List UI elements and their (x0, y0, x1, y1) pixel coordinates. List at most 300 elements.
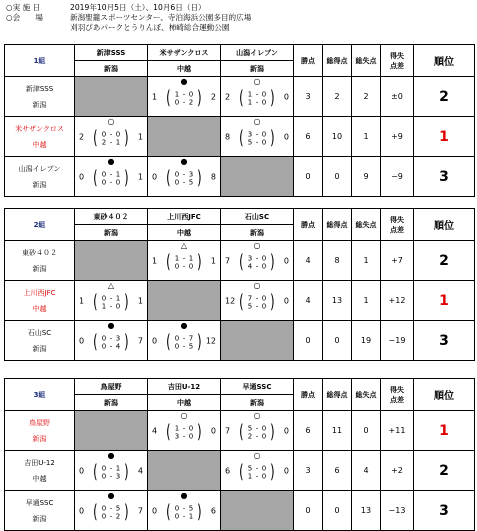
half-scores: ( 0 - 1 0 - 3 ) (93, 460, 129, 483)
rank-value: 3 (414, 157, 475, 197)
match-result-cell (221, 411, 294, 451)
row-team-region: 新潟 (32, 100, 47, 109)
group-table (4, 378, 475, 531)
half-scores: ( 0 - 7 0 - 5 ) (166, 330, 202, 353)
rank-value: 2 (414, 77, 475, 117)
first-half-for: 0 (101, 130, 107, 139)
goals-for-value: 10 (323, 117, 352, 157)
row-team (5, 157, 75, 197)
second-half-against: 2 (188, 98, 194, 107)
goal-diff-header-line1: 得失 (390, 51, 404, 60)
goals-against-header: 総失点 (352, 45, 381, 77)
second-half-against: 0 (261, 98, 267, 107)
first-half-against: 1 (115, 170, 121, 179)
row-team-name: 早通SSC (25, 498, 54, 507)
score-against: 7 (137, 336, 143, 345)
score-against: 1 (137, 172, 143, 181)
second-half-for: 2 (247, 432, 253, 441)
second-half-for: 0 (174, 178, 180, 187)
team-row (5, 117, 475, 157)
row-team-name: 東砂４０２ (22, 248, 57, 257)
self-match-cell (148, 451, 221, 491)
score-for: 8 (225, 132, 231, 141)
match-result-cell (75, 451, 148, 491)
result-mark: ● (107, 491, 115, 500)
points-value: 0 (294, 491, 323, 531)
row-team-region: 新潟 (32, 434, 47, 443)
second-half-against: 0 (115, 178, 121, 187)
score-for: 0 (79, 336, 85, 345)
goal-diff-header (381, 379, 414, 411)
score-for: 1 (152, 92, 158, 101)
second-half-against: 5 (188, 342, 194, 351)
score-against: 1 (210, 256, 216, 265)
rank-header: 順位 (414, 45, 475, 77)
self-match-cell (221, 157, 294, 197)
first-half-for: 0 (174, 504, 180, 513)
second-half-against: 0 (261, 302, 267, 311)
first-half-for: 0 (101, 464, 107, 473)
second-half-against: 0 (261, 432, 267, 441)
goals-for-header: 総得点 (323, 379, 352, 411)
result-mark: ○ (107, 117, 115, 126)
second-half-against: 0 (188, 262, 194, 271)
score-for: 2 (225, 92, 231, 101)
goals-for-value: 2 (323, 77, 352, 117)
score-against: 0 (283, 466, 289, 475)
result-mark: ○ (253, 241, 261, 250)
group-table (4, 208, 475, 361)
column-team-name: 上川西JFC (148, 209, 221, 225)
points-value: 4 (294, 281, 323, 321)
column-team-region: 新潟 (221, 61, 294, 77)
second-half-against: 1 (188, 512, 194, 521)
goal-diff-header-line1: 得失 (390, 215, 404, 224)
goals-against-header: 総失点 (352, 379, 381, 411)
first-half-for: 1 (174, 90, 180, 99)
result-mark: ● (180, 491, 188, 500)
row-team (5, 77, 75, 117)
venue-line-2 (6, 23, 229, 32)
row-team (5, 411, 75, 451)
points-value: 0 (294, 157, 323, 197)
goals-for-value: 0 (323, 491, 352, 531)
self-match-cell (75, 411, 148, 451)
rank-value: 3 (414, 491, 475, 531)
half-scores: ( 0 - 1 1 - 0 ) (93, 290, 129, 313)
score-against: 4 (137, 466, 143, 475)
rank-value: 3 (414, 321, 475, 361)
half-scores: ( 0 - 1 0 - 0 ) (93, 166, 129, 189)
first-half-against: 0 (261, 254, 267, 263)
row-team-name: 石山SC (27, 328, 52, 337)
result-mark: ● (107, 321, 115, 330)
team-row (5, 411, 475, 451)
column-team-name: 鳥屋野 (75, 379, 148, 395)
first-half-against: 5 (115, 504, 121, 513)
points-value: 3 (294, 451, 323, 491)
half-scores: ( 0 - 3 0 - 4 ) (93, 330, 129, 353)
goals-for-value: 0 (323, 157, 352, 197)
score-for: 0 (152, 172, 158, 181)
second-half-against: 1 (115, 138, 121, 147)
venue-label: ○会 場 (6, 13, 44, 22)
goal-diff-value: ±0 (381, 77, 414, 117)
column-team-name: 米サザンクロス (148, 45, 221, 61)
goals-against-value: 1 (352, 241, 381, 281)
first-half-for: 0 (101, 170, 107, 179)
goal-diff-value: +9 (381, 117, 414, 157)
score-for: 0 (79, 506, 85, 515)
first-half-for: 1 (174, 254, 180, 263)
first-half-for: 1 (174, 424, 180, 433)
first-half-against: 0 (261, 464, 267, 473)
match-result-cell (221, 117, 294, 157)
first-half-against: 1 (115, 294, 121, 303)
score-against: 1 (137, 132, 143, 141)
first-half-against: 0 (261, 294, 267, 303)
half-scores: ( 1 - 0 0 - 2 ) (166, 86, 202, 109)
first-half-for: 5 (247, 424, 253, 433)
rank-value: 1 (414, 281, 475, 321)
result-mark: ○ (253, 411, 261, 420)
row-team (5, 241, 75, 281)
row-team-region: 新潟 (32, 344, 47, 353)
column-team-region: 中越 (148, 61, 221, 77)
goals-against-value: 1 (352, 281, 381, 321)
half-scores: ( 0 - 0 2 - 1 ) (93, 126, 129, 149)
first-half-against: 1 (188, 254, 194, 263)
match-result-cell (221, 77, 294, 117)
second-half-for: 0 (174, 512, 180, 521)
second-half-for: 0 (101, 472, 107, 481)
goal-diff-value: +7 (381, 241, 414, 281)
goals-for-header: 総得点 (323, 45, 352, 77)
goals-for-value: 11 (323, 411, 352, 451)
goals-against-value: 1 (352, 117, 381, 157)
goal-diff-header-line2: 点差 (390, 61, 404, 70)
second-half-for: 2 (101, 138, 107, 147)
match-result-cell (221, 241, 294, 281)
second-half-against: 0 (115, 302, 121, 311)
row-team-region: 新潟 (32, 264, 47, 273)
goals-for-value: 6 (323, 451, 352, 491)
date-label: ○実 施 日 (6, 3, 41, 12)
row-team-region: 新潟 (32, 514, 47, 523)
column-team-region: 中越 (148, 395, 221, 411)
second-half-for: 1 (247, 472, 253, 481)
second-half-for: 0 (174, 262, 180, 271)
first-half-for: 3 (247, 254, 253, 263)
first-half-against: 3 (188, 170, 194, 179)
column-team-region: 新潟 (221, 395, 294, 411)
self-match-cell (75, 77, 148, 117)
venue-value-2: 刈羽ぴあパークとうりんぼ、柿崎総合運動公園 (70, 23, 230, 32)
half-scores: ( 1 - 1 0 - 0 ) (166, 250, 202, 273)
group-table (4, 44, 475, 197)
column-team-name: 早通SSC (221, 379, 294, 395)
rank-header: 順位 (414, 209, 475, 241)
column-team-name: 新津SSS (75, 45, 148, 61)
row-team-region: 新潟 (32, 180, 47, 189)
second-half-against: 5 (188, 178, 194, 187)
points-value: 0 (294, 321, 323, 361)
second-half-for: 1 (101, 302, 107, 311)
row-team-name: 上川西JFC (23, 288, 56, 297)
goal-diff-value: +11 (381, 411, 414, 451)
row-team (5, 451, 75, 491)
goal-diff-header-line2: 点差 (390, 395, 404, 404)
score-for: 7 (225, 256, 231, 265)
venue-line (6, 13, 251, 22)
goal-diff-header (381, 209, 414, 241)
score-against: 8 (210, 172, 216, 181)
team-row (5, 77, 475, 117)
second-half-for: 5 (247, 138, 253, 147)
row-team-region: 中越 (32, 304, 47, 313)
second-half-for: 5 (247, 302, 253, 311)
goals-against-value: 2 (352, 77, 381, 117)
score-against: 12 (205, 336, 216, 345)
match-result-cell (148, 241, 221, 281)
self-match-cell (148, 281, 221, 321)
goals-against-value: 9 (352, 157, 381, 197)
goal-diff-value: +12 (381, 281, 414, 321)
goals-for-header: 総得点 (323, 209, 352, 241)
result-mark: ● (107, 451, 115, 460)
score-against: 0 (283, 256, 289, 265)
score-against: 6 (210, 506, 216, 515)
first-half-against: 0 (188, 90, 194, 99)
half-scores: ( 1 - 0 1 - 0 ) (239, 86, 275, 109)
row-team-name: 米サザンクロス (15, 124, 64, 133)
half-scores: ( 0 - 5 0 - 1 ) (166, 500, 202, 523)
row-team-region: 中越 (32, 474, 47, 483)
row-team-region: 中越 (32, 140, 47, 149)
first-half-for: 7 (247, 294, 253, 303)
row-team-name: 山潟イレブン (18, 164, 61, 173)
score-for: 0 (79, 466, 85, 475)
goals-against-value: 19 (352, 321, 381, 361)
result-mark: △ (107, 281, 115, 290)
first-half-against: 0 (261, 130, 267, 139)
score-against: 0 (283, 132, 289, 141)
result-mark: ● (180, 157, 188, 166)
second-half-for: 0 (174, 98, 180, 107)
points-value: 6 (294, 411, 323, 451)
goal-diff-value: −19 (381, 321, 414, 361)
row-team-name: 鳥屋野 (29, 418, 50, 427)
result-mark: △ (180, 241, 188, 250)
goal-diff-header-line2: 点差 (390, 225, 404, 234)
row-team (5, 281, 75, 321)
goals-against-header: 総失点 (352, 209, 381, 241)
half-scores: ( 7 - 0 5 - 0 ) (239, 290, 275, 313)
first-half-against: 0 (115, 130, 121, 139)
second-half-against: 4 (115, 342, 121, 351)
result-mark: ● (180, 321, 188, 330)
half-scores: ( 0 - 3 0 - 5 ) (166, 166, 202, 189)
goals-for-value: 8 (323, 241, 352, 281)
group-name: 1組 (5, 45, 75, 77)
group-name: 3組 (5, 379, 75, 411)
second-half-against: 0 (261, 138, 267, 147)
match-result-cell (75, 281, 148, 321)
points-value: 6 (294, 117, 323, 157)
second-half-for: 3 (174, 432, 180, 441)
team-row (5, 451, 475, 491)
goals-against-value: 13 (352, 491, 381, 531)
score-for: 4 (152, 426, 158, 435)
goals-against-value: 0 (352, 411, 381, 451)
score-against: 2 (210, 92, 216, 101)
match-result-cell (221, 281, 294, 321)
rank-value: 1 (414, 411, 475, 451)
first-half-for: 0 (101, 504, 107, 513)
match-result-cell (148, 157, 221, 197)
match-result-cell (148, 77, 221, 117)
first-half-against: 5 (188, 504, 194, 513)
team-row (5, 321, 475, 361)
result-mark: ○ (180, 411, 188, 420)
rank-header: 順位 (414, 379, 475, 411)
score-for: 7 (225, 426, 231, 435)
first-half-against: 0 (188, 424, 194, 433)
first-half-against: 7 (188, 334, 194, 343)
score-for: 0 (79, 172, 85, 181)
column-team-name: 石山SC (221, 209, 294, 225)
second-half-for: 4 (247, 262, 253, 271)
column-team-region: 新潟 (75, 225, 148, 241)
second-half-for: 1 (247, 98, 253, 107)
first-half-against: 0 (261, 424, 267, 433)
half-scores: ( 5 - 0 1 - 0 ) (239, 460, 275, 483)
score-against: 0 (283, 426, 289, 435)
goal-diff-header (381, 45, 414, 77)
first-half-against: 0 (261, 90, 267, 99)
points-header: 勝点 (294, 209, 323, 241)
column-team-name: 吉田U-12 (148, 379, 221, 395)
match-result-cell (221, 451, 294, 491)
score-for: 2 (79, 132, 85, 141)
goal-diff-value: +2 (381, 451, 414, 491)
rank-value: 2 (414, 241, 475, 281)
second-half-for: 0 (101, 342, 107, 351)
result-mark: ○ (253, 77, 261, 86)
goal-diff-value: −13 (381, 491, 414, 531)
goal-diff-header-line1: 得失 (390, 385, 404, 394)
goals-for-value: 0 (323, 321, 352, 361)
date-line (6, 3, 206, 12)
second-half-against: 0 (188, 432, 194, 441)
first-half-for: 5 (247, 464, 253, 473)
rank-value: 1 (414, 117, 475, 157)
score-against: 0 (210, 426, 216, 435)
match-result-cell (148, 321, 221, 361)
group-name: 2組 (5, 209, 75, 241)
half-scores: ( 0 - 5 0 - 2 ) (93, 500, 129, 523)
half-scores: ( 3 - 0 5 - 0 ) (239, 126, 275, 149)
match-result-cell (75, 117, 148, 157)
first-half-for: 0 (174, 170, 180, 179)
goals-for-value: 13 (323, 281, 352, 321)
result-mark: ○ (253, 281, 261, 290)
score-against: 0 (283, 296, 289, 305)
rank-value: 2 (414, 451, 475, 491)
row-team-name: 吉田U-12 (24, 458, 55, 467)
result-mark: ● (107, 157, 115, 166)
row-team (5, 321, 75, 361)
score-for: 12 (225, 296, 236, 305)
second-half-against: 0 (261, 472, 267, 481)
row-team-name: 新津SSS (25, 84, 54, 93)
second-half-for: 0 (101, 178, 107, 187)
half-scores: ( 3 - 0 4 - 0 ) (239, 250, 275, 273)
points-header: 勝点 (294, 45, 323, 77)
self-match-cell (221, 321, 294, 361)
match-result-cell (75, 157, 148, 197)
column-team-region: 新潟 (221, 225, 294, 241)
column-team-region: 中越 (148, 225, 221, 241)
score-for: 6 (225, 466, 231, 475)
result-mark: ● (180, 77, 188, 86)
goals-against-value: 4 (352, 451, 381, 491)
half-scores: ( 5 - 0 2 - 0 ) (239, 420, 275, 443)
score-for: 0 (152, 506, 158, 515)
half-scores: ( 1 - 0 3 - 0 ) (166, 420, 202, 443)
self-match-cell (148, 117, 221, 157)
self-match-cell (75, 241, 148, 281)
team-row (5, 157, 475, 197)
team-row (5, 281, 475, 321)
score-against: 1 (137, 296, 143, 305)
score-for: 1 (152, 256, 158, 265)
first-half-against: 1 (115, 464, 121, 473)
match-result-cell (75, 321, 148, 361)
second-half-against: 2 (115, 512, 121, 521)
first-half-for: 0 (174, 334, 180, 343)
score-for: 1 (79, 296, 85, 305)
column-team-name: 東砂４０２ (75, 209, 148, 225)
score-against: 7 (137, 506, 143, 515)
first-half-against: 3 (115, 334, 121, 343)
second-half-against: 3 (115, 472, 121, 481)
team-row (5, 241, 475, 281)
score-against: 0 (283, 92, 289, 101)
second-half-for: 0 (174, 342, 180, 351)
goal-diff-value: −9 (381, 157, 414, 197)
result-mark: ○ (253, 451, 261, 460)
date-value: 2019年10月5日（土）、10月6日（日） (70, 3, 206, 12)
score-for: 0 (152, 336, 158, 345)
points-value: 4 (294, 241, 323, 281)
venue-value-1: 新潟聖籠スポーツセンター、寺泊海浜公園多目的広場 (70, 13, 252, 22)
column-team-region: 新潟 (75, 61, 148, 77)
result-mark: ○ (253, 117, 261, 126)
first-half-for: 0 (101, 294, 107, 303)
second-half-for: 0 (101, 512, 107, 521)
column-team-name: 山潟イレブン (221, 45, 294, 61)
points-value: 3 (294, 77, 323, 117)
column-team-region: 新潟 (75, 395, 148, 411)
first-half-for: 0 (101, 334, 107, 343)
first-half-for: 3 (247, 130, 253, 139)
match-result-cell (148, 411, 221, 451)
points-header: 勝点 (294, 379, 323, 411)
second-half-against: 0 (261, 262, 267, 271)
row-team (5, 117, 75, 157)
first-half-for: 1 (247, 90, 253, 99)
